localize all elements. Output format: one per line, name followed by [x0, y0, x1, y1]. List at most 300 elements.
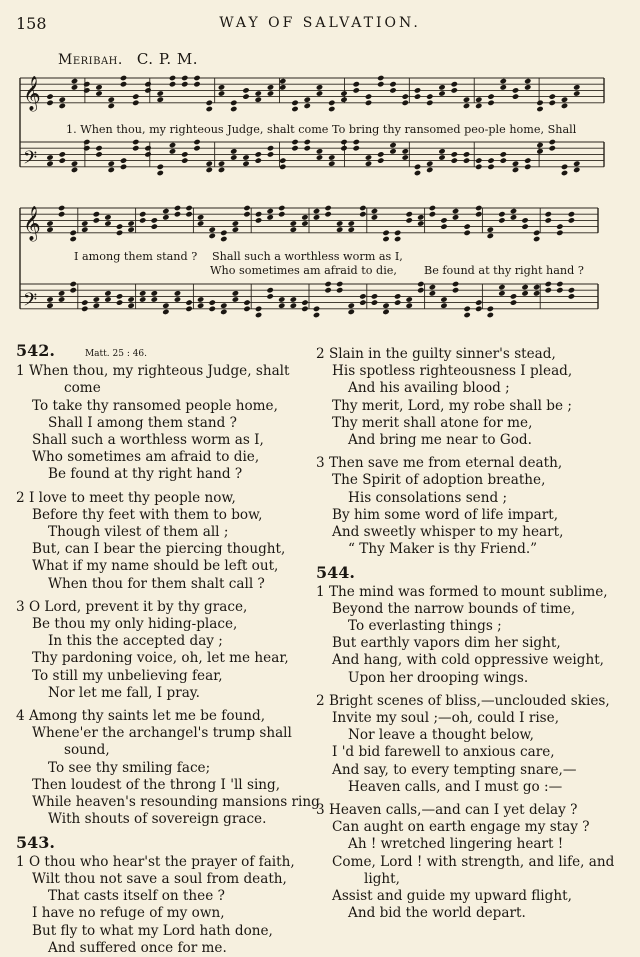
- note-head: [255, 306, 262, 312]
- note-head: [429, 211, 436, 217]
- note-head: [243, 306, 250, 312]
- note-head: [220, 309, 227, 315]
- note-head: [139, 211, 146, 217]
- note-head: [316, 84, 323, 90]
- note-head: [169, 75, 176, 81]
- note-head: [139, 290, 146, 296]
- note-head: [255, 90, 262, 96]
- note-head: [440, 223, 447, 229]
- note-head: [402, 93, 409, 99]
- note-head: [487, 306, 494, 312]
- note-head: [533, 290, 540, 296]
- note-head: [197, 220, 204, 226]
- note-head: [290, 296, 297, 302]
- note-head: [340, 139, 347, 145]
- note-head: [475, 306, 482, 312]
- note-head: [127, 226, 134, 232]
- note-head: [95, 145, 102, 151]
- note-head: [359, 299, 366, 305]
- note-head: [336, 287, 343, 293]
- note-head: [313, 306, 320, 312]
- note-head: [104, 214, 111, 220]
- note-head: [533, 284, 540, 290]
- note-head: [536, 142, 543, 148]
- note-head: [371, 293, 378, 299]
- note-head: [487, 157, 494, 163]
- note-head: [417, 214, 424, 220]
- note-head: [151, 223, 158, 229]
- note-head: [157, 170, 164, 176]
- note-head: [304, 139, 311, 145]
- note-head: [93, 296, 100, 302]
- note-head: [46, 302, 53, 308]
- note-head: [81, 220, 88, 226]
- note-head: [58, 205, 65, 211]
- note-head: [174, 296, 181, 302]
- note-head: [340, 145, 347, 151]
- note-head: [144, 81, 151, 87]
- stanza: 3 Heaven calls,—and can I yet delay ? Can aught on earth engage my stay ? Ah ! wretched lingering heart ! Come, Lord ! with strength, and life, and light, Assist and guide my upward flight, And bid the world depart.: [316, 802, 615, 922]
- note-head: [568, 211, 575, 217]
- note-head: [573, 160, 580, 166]
- note-head: [549, 93, 556, 99]
- note-head: [475, 299, 482, 305]
- page-number: 158: [16, 14, 47, 33]
- note-head: [209, 226, 216, 232]
- note-head: [510, 299, 517, 305]
- note-head: [440, 217, 447, 223]
- note-head: [340, 90, 347, 96]
- note-head: [561, 164, 568, 170]
- note-head: [498, 211, 505, 217]
- music-lyrics-line-2d: Be found at thy right hand ?: [424, 264, 584, 277]
- note-head: [545, 287, 552, 293]
- note-head: [475, 205, 482, 211]
- note-head: [440, 296, 447, 302]
- note-head: [230, 154, 237, 160]
- note-head: [414, 164, 421, 170]
- note-head: [120, 81, 127, 87]
- note-head: [59, 157, 66, 163]
- note-head: [206, 160, 213, 166]
- note-head: [209, 299, 216, 305]
- note-head: [573, 167, 580, 173]
- note-head: [438, 84, 445, 90]
- note-head: [81, 306, 88, 312]
- note-head: [174, 290, 181, 296]
- note-head: [301, 214, 308, 220]
- note-head: [71, 84, 78, 90]
- note-head: [181, 157, 188, 163]
- note-head: [438, 154, 445, 160]
- note-head: [46, 100, 53, 106]
- note-head: [336, 220, 343, 226]
- note-head: [536, 148, 543, 154]
- note-head: [93, 211, 100, 217]
- note-head: [151, 217, 158, 223]
- note-head: [139, 217, 146, 223]
- note-head: [132, 145, 139, 151]
- note-head: [220, 236, 227, 242]
- note-head: [405, 302, 412, 308]
- note-head: [438, 90, 445, 96]
- note-head: [116, 230, 123, 236]
- note-head: [301, 220, 308, 226]
- note-head: [267, 151, 274, 157]
- note-head: [193, 81, 200, 87]
- note-head: [365, 160, 372, 166]
- note-head: [185, 211, 192, 217]
- note-head: [568, 293, 575, 299]
- note-head: [324, 205, 331, 211]
- note-head: [451, 157, 458, 163]
- left-column: [16, 341, 320, 957]
- note-head: [463, 157, 470, 163]
- note-head: [255, 151, 262, 157]
- music-lyrics-line-2b: Shall such a worthless worm as I,: [212, 250, 403, 263]
- note-head: [151, 290, 158, 296]
- note-head: [218, 90, 225, 96]
- note-head: [169, 142, 176, 148]
- note-head: [536, 106, 543, 112]
- note-head: [291, 145, 298, 151]
- note-head: [524, 157, 531, 163]
- note-head: [313, 214, 320, 220]
- note-head: [500, 151, 507, 157]
- note-head: [353, 145, 360, 151]
- note-head: [377, 151, 384, 157]
- stanza: 3 Then save me from eternal death, The Spirit of adoption breathe, His consolations send ; By him some word of life impart, And sweetly whisper to my heart, “ Thy Maker is thy Friend.”: [316, 455, 564, 558]
- note-head: [545, 217, 552, 223]
- note-head: [185, 205, 192, 211]
- note-head: [232, 220, 239, 226]
- note-head: [255, 96, 262, 102]
- note-head: [463, 96, 470, 102]
- note-head: [232, 290, 239, 296]
- note-head: [278, 205, 285, 211]
- note-head: [324, 281, 331, 287]
- note-head: [377, 75, 384, 81]
- note-head: [209, 233, 216, 239]
- note-head: [174, 211, 181, 217]
- note-head: [475, 96, 482, 102]
- note-head: [279, 164, 286, 170]
- bass-clef: 𝄢: [23, 289, 38, 315]
- note-head: [429, 290, 436, 296]
- note-head: [348, 220, 355, 226]
- stanza: 1 O thou who hear'st the prayer of faith, Wilt thou not save a soul from death, That casts itself on thee ? I have no refuge of my own, But fly to what my Lord hath done, And suffered once for me.: [16, 853, 295, 956]
- note-head: [230, 100, 237, 106]
- note-head: [487, 226, 494, 232]
- music-score: [0, 0, 640, 340]
- note-head: [59, 103, 66, 109]
- note-head: [394, 236, 401, 242]
- note-head: [81, 299, 88, 305]
- note-head: [426, 167, 433, 173]
- note-head: [313, 208, 320, 214]
- stanza: 3 O Lord, prevent it by thy grace, Be thou my only hiding-place, In this the accepted day ; Thy pardoning voice, oh, let me hear, To still my unbelieving fear, Nor let me fall, I pray.: [16, 598, 289, 701]
- note-head: [132, 139, 139, 145]
- note-head: [426, 93, 433, 99]
- note-head: [69, 236, 76, 242]
- note-head: [266, 293, 273, 299]
- note-head: [193, 75, 200, 81]
- note-head: [220, 302, 227, 308]
- note-head: [218, 160, 225, 166]
- note-head: [365, 154, 372, 160]
- note-head: [324, 287, 331, 293]
- note-head: [206, 167, 213, 173]
- note-head: [336, 226, 343, 232]
- note-head: [487, 233, 494, 239]
- note-head: [556, 230, 563, 236]
- treble-clef: 𝄞: [23, 75, 41, 111]
- treble-clef: 𝄞: [23, 205, 41, 241]
- note-head: [402, 148, 409, 154]
- note-head: [290, 302, 297, 308]
- note-head: [359, 293, 366, 299]
- note-head: [414, 93, 421, 99]
- note-head: [116, 223, 123, 229]
- note-head: [389, 142, 396, 148]
- note-head: [185, 299, 192, 305]
- note-head: [255, 211, 262, 217]
- note-head: [365, 100, 372, 106]
- note-head: [510, 208, 517, 214]
- note-head: [487, 312, 494, 318]
- note-head: [417, 281, 424, 287]
- note-head: [279, 157, 286, 163]
- note-head: [243, 205, 250, 211]
- stanza: 2 Slain in the guilty sinner's stead, His spotless righteousness I plead, And his availing blood ; Thy merit, Lord, my robe shall be ; Thy merit shall atone for me, And bring me near to God.: [316, 346, 573, 449]
- note-head: [417, 287, 424, 293]
- bass-clef: 𝄢: [23, 147, 38, 173]
- note-head: [291, 139, 298, 145]
- note-head: [127, 220, 134, 226]
- note-head: [162, 214, 169, 220]
- note-head: [348, 309, 355, 315]
- hymn-heading: 544.: [316, 563, 355, 583]
- note-head: [193, 145, 200, 151]
- note-head: [561, 170, 568, 176]
- note-head: [328, 160, 335, 166]
- note-head: [365, 93, 372, 99]
- note-head: [197, 302, 204, 308]
- note-head: [389, 148, 396, 154]
- note-head: [463, 151, 470, 157]
- note-head: [382, 302, 389, 308]
- note-head: [452, 214, 459, 220]
- note-head: [59, 151, 66, 157]
- note-head: [242, 87, 249, 93]
- note-head: [402, 154, 409, 160]
- note-head: [267, 145, 274, 151]
- note-head: [382, 309, 389, 315]
- note-head: [267, 90, 274, 96]
- note-head: [95, 90, 102, 96]
- note-head: [382, 230, 389, 236]
- note-head: [405, 217, 412, 223]
- note-head: [405, 296, 412, 302]
- note-head: [394, 293, 401, 299]
- hymn-heading: 542. Matt. 25 : 46.: [16, 341, 148, 360]
- note-head: [255, 157, 262, 163]
- note-head: [510, 214, 517, 220]
- note-head: [83, 81, 90, 87]
- note-head: [328, 106, 335, 112]
- stanza: 2 Bright scenes of bliss,—unclouded skies, Invite my soul ;—oh, could I rise, Nor leave a thought below, I 'd bid farewell to anxious care, And say, to every tempting snare,— Heaven calls, and I must go :—: [316, 692, 610, 795]
- note-head: [417, 220, 424, 226]
- note-head: [316, 90, 323, 96]
- note-head: [46, 226, 53, 232]
- note-head: [568, 287, 575, 293]
- note-head: [174, 205, 181, 211]
- note-head: [301, 306, 308, 312]
- note-head: [46, 296, 53, 302]
- note-head: [169, 148, 176, 154]
- note-head: [218, 167, 225, 173]
- note-head: [58, 211, 65, 217]
- note-head: [144, 87, 151, 93]
- note-head: [524, 164, 531, 170]
- note-head: [521, 290, 528, 296]
- music-lyrics-line-1: 1. When thou, my righteous Judge, shalt come To bring thy ransomed peo-ple home, Shall: [66, 123, 577, 136]
- note-head: [104, 220, 111, 226]
- note-head: [498, 217, 505, 223]
- note-head: [116, 299, 123, 305]
- note-head: [348, 226, 355, 232]
- note-head: [440, 302, 447, 308]
- stanza: 1 When thou, my righteous Judge, shalt come To take thy ransomed people home, Shall I among them stand ? Shall such a worthless worm as I, Who sometimes am afraid to die, Be found at thy right hand ?: [16, 363, 290, 483]
- note-head: [127, 302, 134, 308]
- note-head: [291, 106, 298, 112]
- note-head: [359, 205, 366, 211]
- note-head: [69, 281, 76, 287]
- note-head: [181, 75, 188, 81]
- note-head: [169, 81, 176, 87]
- note-head: [242, 160, 249, 166]
- note-head: [405, 211, 412, 217]
- music-lyrics-line-2c: Who sometimes am afraid to die,: [210, 264, 397, 277]
- note-head: [521, 284, 528, 290]
- note-head: [243, 299, 250, 305]
- note-head: [108, 167, 115, 173]
- note-head: [452, 287, 459, 293]
- note-head: [58, 290, 65, 296]
- note-head: [353, 81, 360, 87]
- note-head: [536, 100, 543, 106]
- note-head: [71, 160, 78, 166]
- note-head: [316, 148, 323, 154]
- note-head: [414, 87, 421, 93]
- note-head: [452, 208, 459, 214]
- note-head: [573, 90, 580, 96]
- note-head: [162, 309, 169, 315]
- note-head: [521, 223, 528, 229]
- note-head: [328, 100, 335, 106]
- note-head: [382, 236, 389, 242]
- note-head: [266, 208, 273, 214]
- note-head: [533, 230, 540, 236]
- note-head: [561, 96, 568, 102]
- note-head: [104, 290, 111, 296]
- note-head: [144, 145, 151, 151]
- note-head: [278, 302, 285, 308]
- note-head: [414, 170, 421, 176]
- note-head: [545, 281, 552, 287]
- note-head: [242, 93, 249, 99]
- note-head: [151, 296, 158, 302]
- tune-meter: C. P. M.: [136, 50, 199, 68]
- note-head: [162, 302, 169, 308]
- note-head: [46, 220, 53, 226]
- note-head: [278, 211, 285, 217]
- note-head: [181, 81, 188, 87]
- note-head: [255, 312, 262, 318]
- note-head: [95, 84, 102, 90]
- note-head: [340, 96, 347, 102]
- note-head: [108, 103, 115, 109]
- note-head: [278, 296, 285, 302]
- note-head: [93, 302, 100, 308]
- note-head: [371, 214, 378, 220]
- note-head: [348, 302, 355, 308]
- note-head: [389, 87, 396, 93]
- note-head: [556, 287, 563, 293]
- note-head: [301, 299, 308, 305]
- note-head: [475, 157, 482, 163]
- note-head: [353, 139, 360, 145]
- note-head: [157, 96, 164, 102]
- note-head: [500, 84, 507, 90]
- note-head: [290, 220, 297, 226]
- note-head: [290, 226, 297, 232]
- note-head: [69, 287, 76, 293]
- note-head: [104, 296, 111, 302]
- stanza: 1 The mind was formed to mount sublime, Beyond the narrow bounds of time, To everlasting things ; But earthly vapors dim her sight, And hang, with cold oppressive weight, Upon her drooping wings.: [316, 583, 608, 686]
- note-head: [359, 211, 366, 217]
- note-head: [475, 211, 482, 217]
- note-head: [230, 148, 237, 154]
- note-head: [533, 236, 540, 242]
- note-head: [71, 78, 78, 84]
- note-head: [230, 106, 237, 112]
- note-head: [549, 139, 556, 145]
- note-head: [81, 226, 88, 232]
- note-head: [336, 281, 343, 287]
- note-head: [521, 217, 528, 223]
- note-head: [402, 100, 409, 106]
- note-head: [556, 281, 563, 287]
- note-head: [83, 139, 90, 145]
- note-head: [426, 100, 433, 106]
- note-head: [93, 217, 100, 223]
- note-head: [162, 208, 169, 214]
- note-head: [120, 164, 127, 170]
- note-head: [463, 312, 470, 318]
- note-head: [524, 84, 531, 90]
- note-head: [463, 230, 470, 236]
- note-head: [561, 103, 568, 109]
- note-head: [487, 100, 494, 106]
- note-head: [438, 148, 445, 154]
- hymn-heading: 543.: [16, 833, 55, 853]
- note-head: [512, 93, 519, 99]
- right-column: [316, 346, 616, 923]
- note-head: [132, 100, 139, 106]
- note-head: [46, 93, 53, 99]
- note-head: [556, 223, 563, 229]
